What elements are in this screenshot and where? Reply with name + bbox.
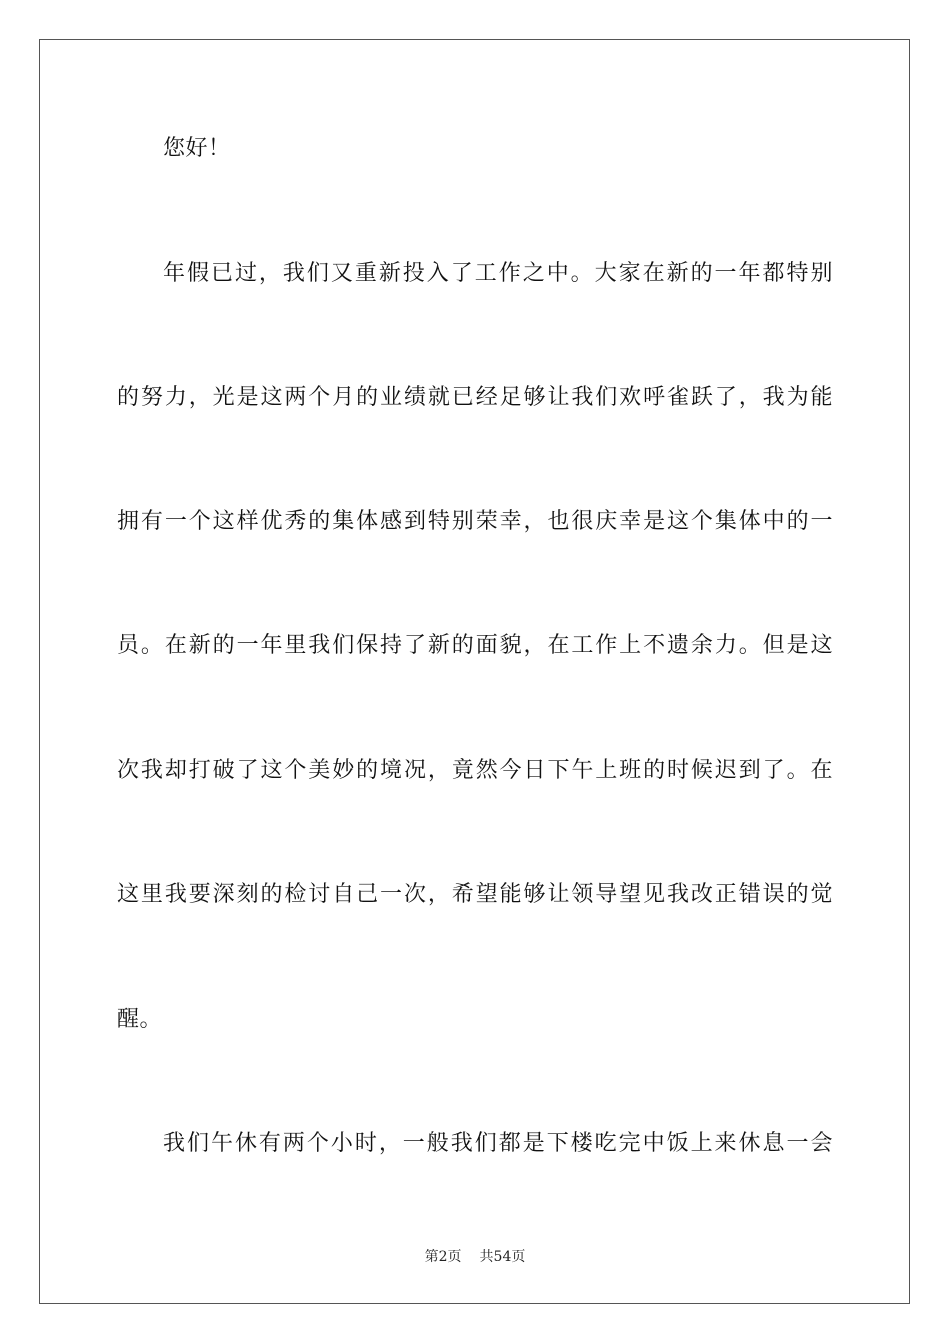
paragraph-line: 醒。 [117, 1007, 163, 1032]
paragraph-line: 这里我要深刻的检讨自己一次，希望能够让领导望见我改正错误的觉 [117, 882, 833, 907]
page-footer [0, 1247, 950, 1267]
paragraph-line: 我们午休有两个小时，一般我们都是下楼吃完中饭上来休息一会 [163, 1131, 833, 1156]
page-number: 第2页 [424, 1249, 462, 1265]
paragraph-line: 的努力，光是这两个月的业绩就已经足够让我们欢呼雀跃了，我为能 [117, 385, 833, 410]
paragraph-line: 年假已过，我们又重新投入了工作之中。大家在新的一年都特别 [163, 261, 833, 286]
paragraph-line: 拥有一个这样优秀的集体感到特别荣幸，也很庆幸是这个集体中的一 [117, 509, 833, 534]
paragraph-line: 员。在新的一年里我们保持了新的面貌，在工作上不遗余力。但是这 [117, 633, 833, 658]
total-pages: 共54页 [479, 1249, 526, 1265]
paragraph-line: 次我却打破了这个美妙的境况，竟然今日下午上班的时候迟到了。在 [117, 758, 833, 783]
greeting-line: 您好！ [163, 136, 231, 161]
page-frame [39, 39, 910, 1304]
